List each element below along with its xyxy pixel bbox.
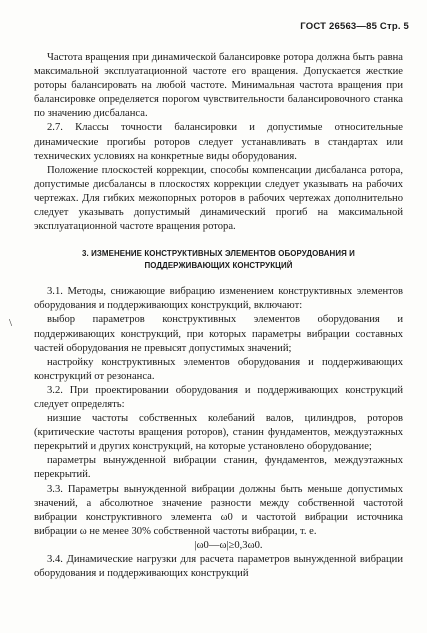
section-heading-line: ПОДДЕРЖИВАЮЩИХ КОНСТРУКЦИЙ [144, 261, 293, 271]
page-header: ГОСТ 26563—85 Стр. 5 [300, 21, 409, 32]
paragraph: 3.2. При проектировании оборудования и поддерживающих конструкций следует определять: [34, 384, 403, 410]
document-body [34, 51, 403, 581]
margin-mark: \ [9, 317, 13, 329]
paragraph: Частота вращения при динамической балансировке ротора должна быть равна максимальной эксплуатационной частоте его вращения. Допускается жесткие роторы балансировать на любой частоте. Минимальная частота вращения при балансировке определяется порогом чувствительности балансировочного станка по значению дисбаланса. [34, 52, 403, 120]
paragraph: 3.1. Методы, снижающие вибрацию изменением конструктивных элементов оборудования и поддерживающих конструкций, включают: [34, 286, 403, 312]
paragraph: настройку конструктивных элементов оборудования и поддерживающих конструкций от резонанса. [34, 356, 403, 382]
paragraph: 3.3. Параметры вынужденной вибрации должны быть меньше допустимых значений, а абсолютное значение разности между собственной частотой вибрации конструктивного элемента ω0 и частотой вибрации источника вибрации ω не менее 30% собственной частоты вибрации, т. е. [34, 483, 403, 537]
section-heading [34, 248, 403, 272]
paragraph: низшие частоты собственных колебаний валов, цилиндров, роторов (критические частоты вращения роторов), станин фундаментов, междуэтажных перекрытий и других конструкций, на которые установлено оборудование; [34, 413, 403, 453]
paragraph: выбор параметров конструктивных элементов оборудования и поддерживающих конструкций, при которых параметры вибрации составных частей оборудования не превысят допустимых значений; [34, 314, 403, 354]
paragraph: параметры вынужденной вибрации станин, фундаментов, междуэтажных перекрытий. [34, 455, 403, 481]
paragraph: 2.7. Классы точности балансировки и допустимые относительные динамические прогибы роторов следует устанавливать в стандартах или технических условиях на конкретные виды оборудования. [34, 122, 403, 162]
formula: |ω0—ω|≥0,3ω0. [194, 539, 263, 551]
paragraph: Положение плоскостей коррекции, способы компенсации дисбаланса ротора, допустимые дисбалансы в плоскостях коррекции следует указывать на рабочих чертежах. Для гибких межопорных роторов в рабочих чертежах дополнительно следует указывать допустимый динамический прогиб на максимальной эксплуатационной частоте вращения ротора. [34, 164, 403, 233]
paragraph: 3.4. Динамические нагрузки для расчета параметров вынужденной вибрации оборудования и поддерживающих конструкций [34, 554, 403, 580]
section-heading-line: 3. ИЗМЕНЕНИЕ КОНСТРУКТИВНЫХ ЭЛЕМЕНТОВ ОБОРУДОВАНИЯ И [82, 249, 355, 259]
